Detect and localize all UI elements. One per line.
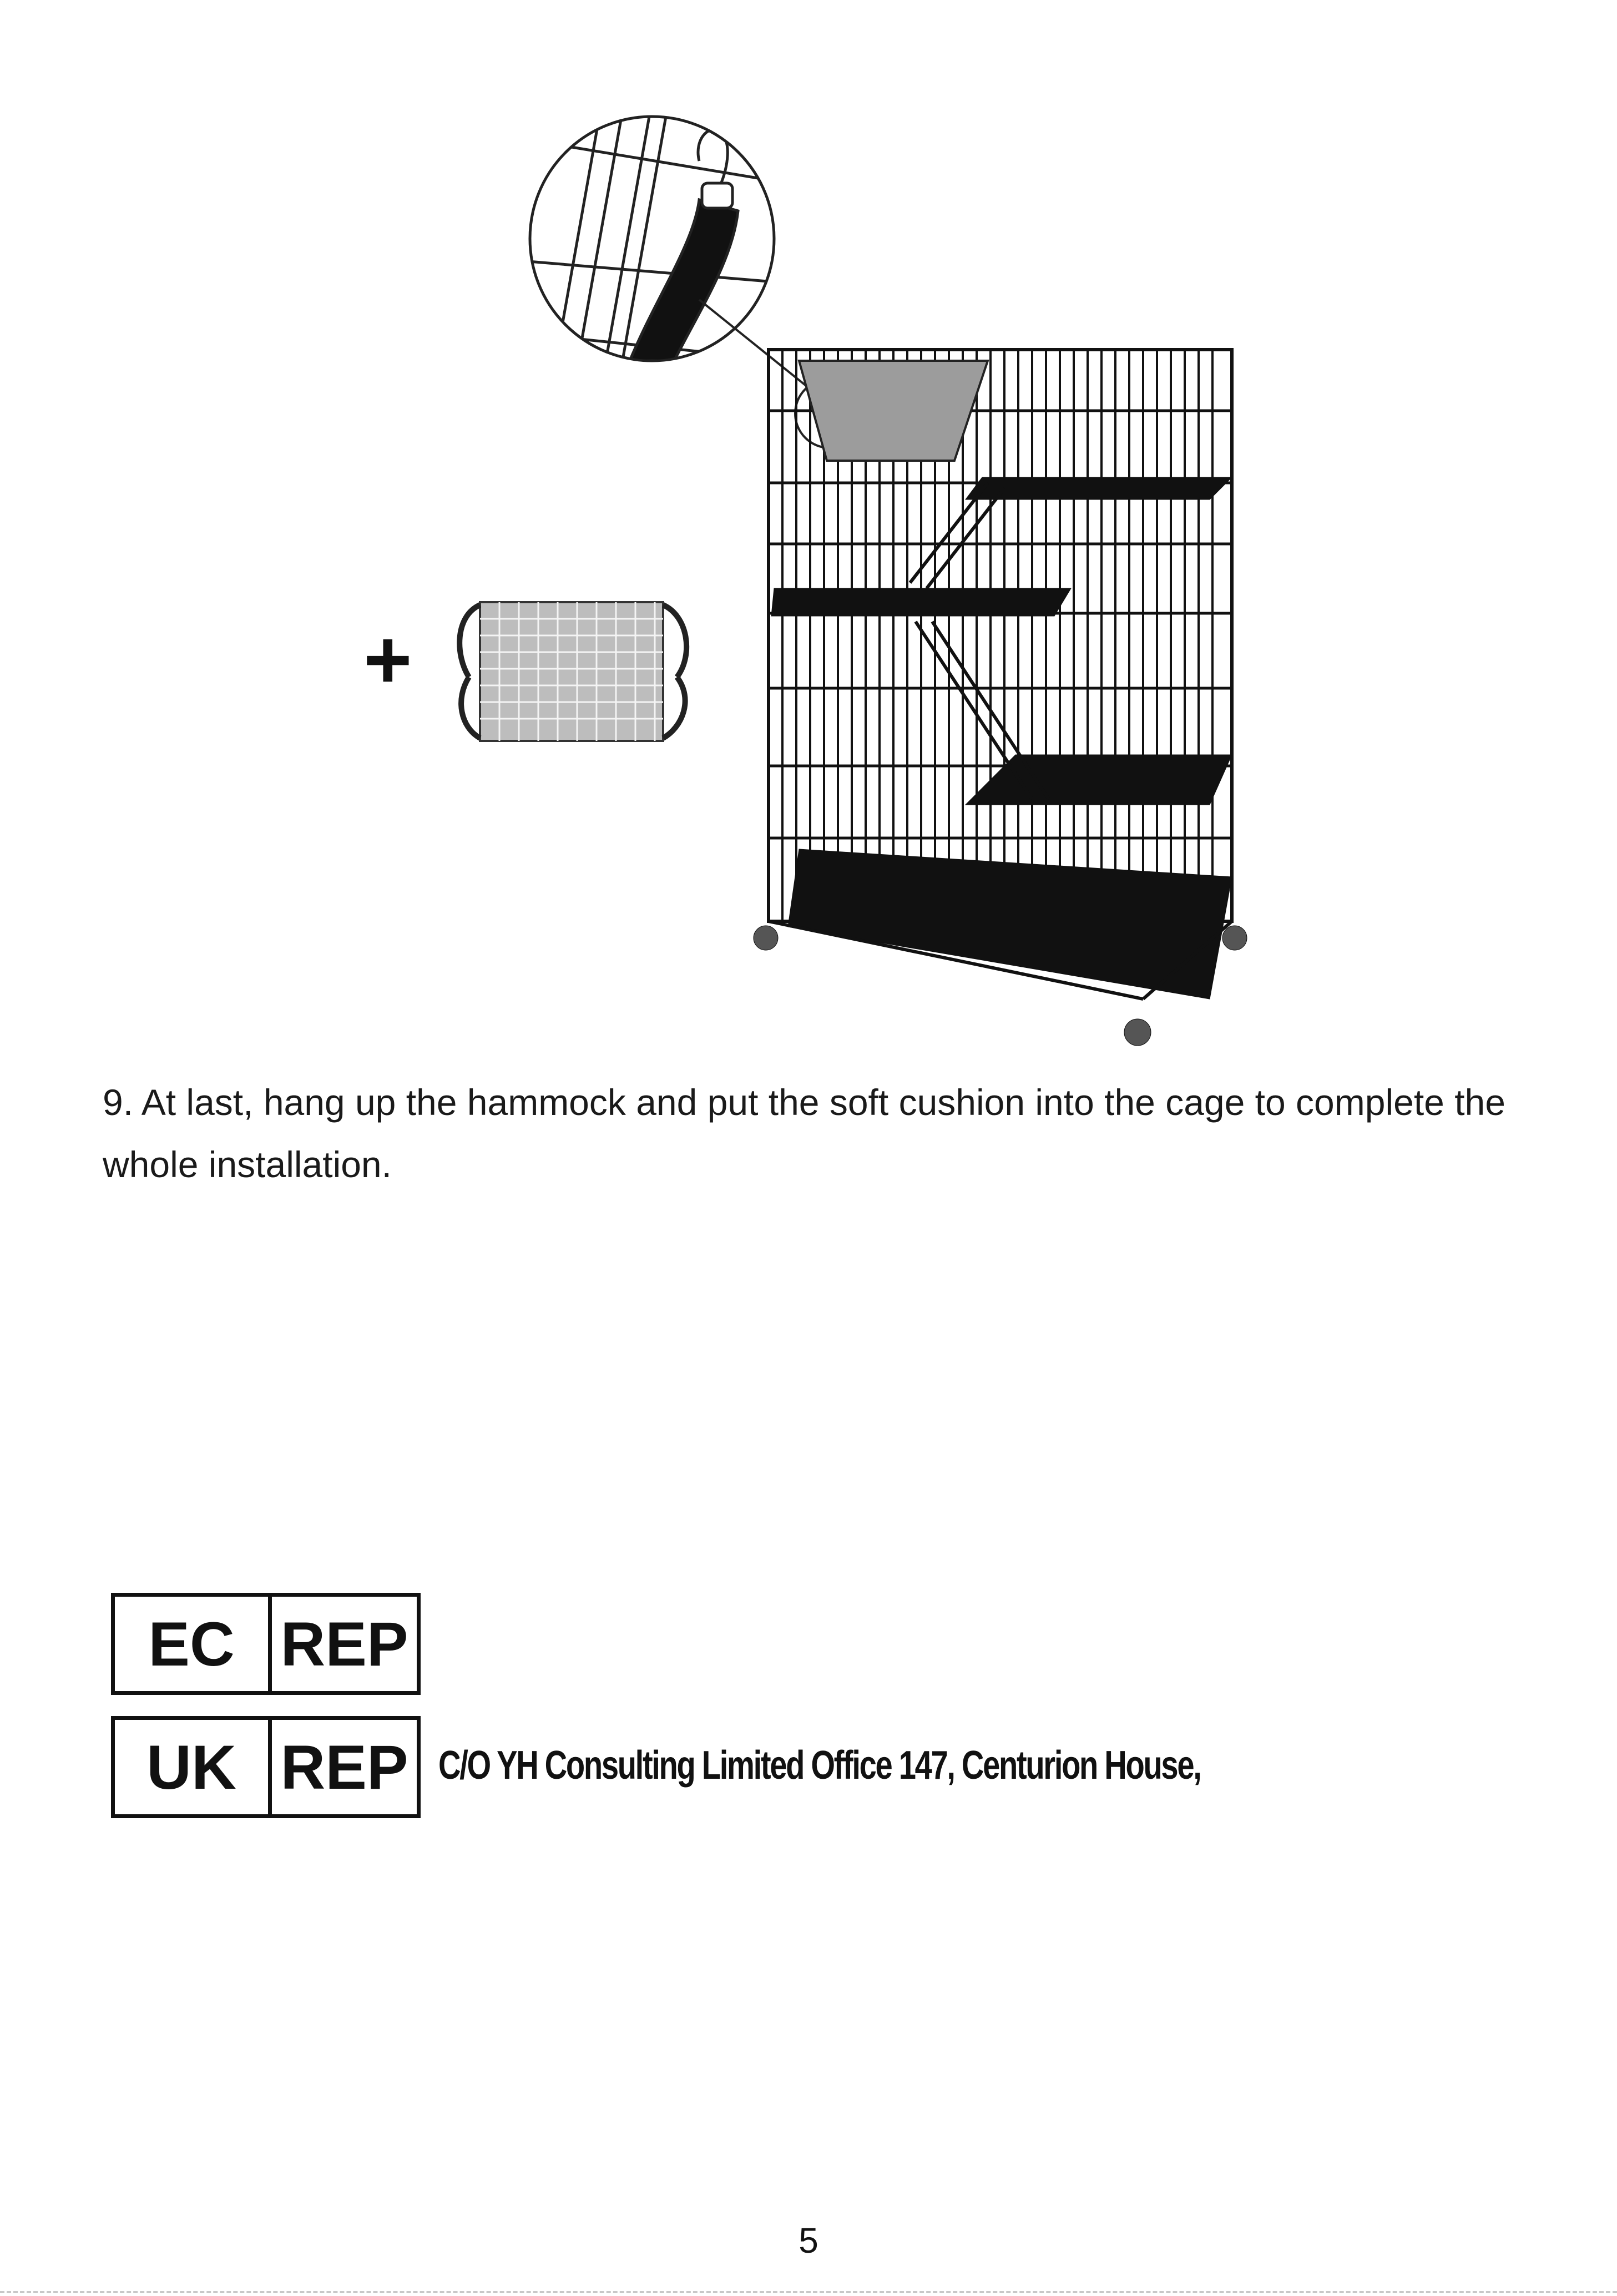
- cat-cage-icon: [754, 350, 1247, 1046]
- uk-rep-label-right: REP: [280, 1732, 408, 1802]
- ec-rep-mark: [111, 1593, 421, 1695]
- cage-assembly-illustration: [311, 100, 1265, 1066]
- plus-sign: +: [363, 613, 412, 706]
- ec-rep-label-right: REP: [280, 1609, 408, 1679]
- step-9-instruction: 9. At last, hang up the hammock and put the soft cushion into the cage to complete the whole installation.: [103, 1082, 1505, 1185]
- hammock-pad-icon: [459, 602, 686, 741]
- uk-rep-mark: [111, 1716, 421, 1818]
- bottom-divider: [0, 2291, 1617, 2293]
- uk-rep-address: C/O YH Consulting Limited Office 147, Centurion House,: [438, 1743, 1201, 1788]
- page-number: 5: [799, 2221, 818, 2260]
- ec-rep-label-left: EC: [115, 1597, 272, 1691]
- uk-rep-label-left: UK: [115, 1720, 272, 1814]
